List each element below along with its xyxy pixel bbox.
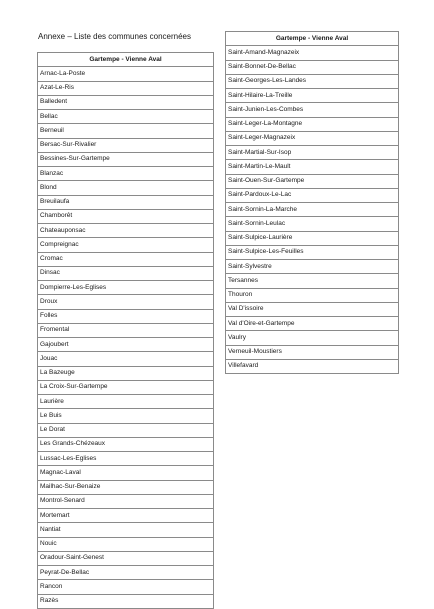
table-row (38, 338, 214, 352)
commune-name-cell: Magnac-Laval (38, 466, 214, 480)
table-row (226, 317, 399, 331)
table-row (38, 110, 214, 124)
table-row (38, 523, 214, 537)
commune-name-cell: Montrol-Senard (38, 494, 214, 508)
table-row (226, 46, 399, 60)
table-row (38, 124, 214, 138)
commune-name-cell: Azat-Le-Ris (38, 81, 214, 95)
commune-name-cell: Arnac-La-Poste (38, 67, 214, 81)
commune-name-cell: La Bazeuge (38, 366, 214, 380)
commune-name-cell: Thouron (226, 288, 399, 302)
commune-name-cell: Val D'issoire (226, 302, 399, 316)
table-row (38, 95, 214, 109)
commune-name-cell: Saint-Sornin-Leulac (226, 217, 399, 231)
commune-name-cell: Peyrat-De-Bellac (38, 566, 214, 580)
table-row (38, 551, 214, 565)
commune-name-cell: Jouac (38, 352, 214, 366)
table-row (226, 260, 399, 274)
table-row (38, 295, 214, 309)
table-row (38, 594, 214, 608)
communes-list-right (226, 46, 399, 374)
table-row (226, 174, 399, 188)
table-row (38, 352, 214, 366)
table-row (226, 359, 399, 373)
table-row (226, 188, 399, 202)
table-row (38, 252, 214, 266)
commune-name-cell: Saint-Leger-La-Montagne (226, 117, 399, 131)
commune-name-cell: Nantiat (38, 523, 214, 537)
table-header-cell: Gartempe - Vienne Aval (226, 32, 399, 46)
table-row (226, 302, 399, 316)
commune-name-cell: Le Dorat (38, 423, 214, 437)
commune-name-cell: Villefavard (226, 359, 399, 373)
table-row (38, 480, 214, 494)
table-row (38, 167, 214, 181)
table-row (226, 146, 399, 160)
table-row (226, 89, 399, 103)
commune-name-cell: Breuilaufa (38, 195, 214, 209)
commune-name-cell: Le Buis (38, 409, 214, 423)
commune-name-cell: Dinsac (38, 266, 214, 280)
commune-name-cell: Saint-Sulpice-Laurière (226, 231, 399, 245)
table-row (226, 60, 399, 74)
communes-table-right (225, 31, 399, 374)
commune-name-cell: Rancon (38, 580, 214, 594)
table-row (226, 288, 399, 302)
table-row (38, 224, 214, 238)
table-row (38, 209, 214, 223)
commune-name-cell: Saint-Georges-Les-Landes (226, 74, 399, 88)
commune-name-cell: Folles (38, 309, 214, 323)
commune-name-cell: Saint-Martial-Sur-Isop (226, 146, 399, 160)
table-row (226, 231, 399, 245)
commune-name-cell: Saint-Bonnet-De-Bellac (226, 60, 399, 74)
table-row (38, 409, 214, 423)
commune-name-cell: Droux (38, 295, 214, 309)
table-row (226, 345, 399, 359)
table-row (38, 152, 214, 166)
commune-name-cell: Bellac (38, 110, 214, 124)
commune-name-cell: Gajoubert (38, 338, 214, 352)
commune-name-cell: Saint-Ouen-Sur-Gartempe (226, 174, 399, 188)
table-header-row (38, 53, 214, 67)
commune-name-cell: Mortemart (38, 509, 214, 523)
table-row (38, 366, 214, 380)
table-row (38, 309, 214, 323)
table-row (226, 160, 399, 174)
commune-name-cell: Blanzac (38, 167, 214, 181)
commune-name-cell: Lussac-Les-Eglises (38, 452, 214, 466)
table-row (38, 395, 214, 409)
table-row (226, 103, 399, 117)
table-row (38, 67, 214, 81)
table-row (38, 81, 214, 95)
table-row (38, 238, 214, 252)
commune-name-cell: Saint-Junien-Les-Combes (226, 103, 399, 117)
commune-name-cell: Blond (38, 181, 214, 195)
commune-name-cell: Berneuil (38, 124, 214, 138)
commune-name-cell: Balledent (38, 95, 214, 109)
commune-name-cell: Saint-Sulpice-Les-Feuilles (226, 245, 399, 259)
table-header-cell: Gartempe - Vienne Aval (38, 53, 214, 67)
commune-name-cell: Saint-Sylvestre (226, 260, 399, 274)
commune-name-cell: Les Grands-Chézeaux (38, 437, 214, 451)
commune-name-cell: Verneuil-Moustiers (226, 345, 399, 359)
commune-name-cell: Chateauponsac (38, 224, 214, 238)
commune-name-cell: Oradour-Saint-Genest (38, 551, 214, 565)
table-row (38, 452, 214, 466)
commune-name-cell: Saint-Amand-Magnazeix (226, 46, 399, 60)
commune-name-cell: Mailhac-Sur-Benaize (38, 480, 214, 494)
table-row (226, 274, 399, 288)
table-row (38, 537, 214, 551)
table-header-row (226, 32, 399, 46)
table-row (226, 331, 399, 345)
commune-name-cell: Razès (38, 594, 214, 608)
commune-name-cell: Saint-Leger-Magnazeix (226, 131, 399, 145)
communes-list-left (38, 67, 214, 609)
annex-title: Annexe – Liste des communes concernées (38, 32, 191, 41)
commune-name-cell: Saint-Hilaire-La-Treille (226, 89, 399, 103)
commune-name-cell: Tersannes (226, 274, 399, 288)
commune-name-cell: Laurière (38, 395, 214, 409)
commune-name-cell: Vaulry (226, 331, 399, 345)
table-row (38, 423, 214, 437)
commune-name-cell: Cromac (38, 252, 214, 266)
commune-name-cell: Chamborêt (38, 209, 214, 223)
table-row (226, 131, 399, 145)
commune-name-cell: Saint-Pardoux-Le-Lac (226, 188, 399, 202)
table-row (38, 466, 214, 480)
table-row (226, 217, 399, 231)
commune-name-cell: Fromental (38, 323, 214, 337)
commune-name-cell: Saint-Martin-Le-Mault (226, 160, 399, 174)
commune-name-cell: Bessines-Sur-Gartempe (38, 152, 214, 166)
table-row (38, 437, 214, 451)
table-row (38, 195, 214, 209)
table-row (38, 566, 214, 580)
table-row (226, 74, 399, 88)
commune-name-cell: Nouic (38, 537, 214, 551)
table-row (226, 245, 399, 259)
table-row (38, 509, 214, 523)
table-row (38, 494, 214, 508)
table-row (38, 138, 214, 152)
commune-name-cell: Val d'Oire-et-Gartempe (226, 317, 399, 331)
table-row (38, 266, 214, 280)
table-row (38, 281, 214, 295)
table-row (38, 323, 214, 337)
commune-name-cell: La Croix-Sur-Gartempe (38, 380, 214, 394)
communes-table-left (37, 52, 214, 609)
commune-name-cell: Bersac-Sur-Rivalier (38, 138, 214, 152)
table-row (38, 380, 214, 394)
commune-name-cell: Saint-Sornin-La-Marche (226, 203, 399, 217)
table-row (226, 117, 399, 131)
table-row (226, 203, 399, 217)
commune-name-cell: Compreignac (38, 238, 214, 252)
table-row (38, 580, 214, 594)
table-row (38, 181, 214, 195)
commune-name-cell: Dompierre-Les-Eglises (38, 281, 214, 295)
